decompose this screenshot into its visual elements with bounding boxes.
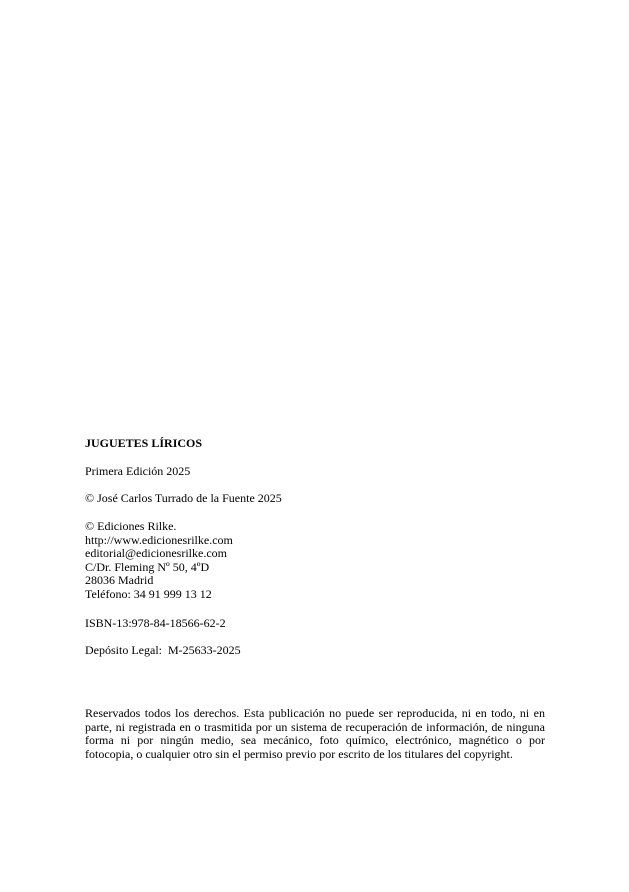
publisher-address: C/Dr. Fleming Nº 50, 4ºD bbox=[85, 559, 210, 574]
isbn-line: ISBN-13:978-84-18566-62-2 bbox=[85, 616, 226, 630]
publisher-website: http://www.edicionesrilke.com bbox=[85, 532, 233, 547]
publisher-email: editorial@edicionesrilke.com bbox=[85, 546, 228, 561]
book-title: JUGUETES LÍRICOS bbox=[85, 436, 203, 450]
author-copyright: © José Carlos Turrado de la Fuente 2025 bbox=[85, 491, 282, 505]
publisher-city: 28036 Madrid bbox=[85, 573, 154, 588]
publisher-info bbox=[85, 520, 545, 602]
edition-line: Primera Edición 2025 bbox=[85, 464, 191, 478]
publisher-name: © Ediciones Rilke. bbox=[85, 519, 177, 533]
rights-notice: Reservados todos los derechos. Esta publicación no puede ser reproducida, ni en todo, ni en parte, ni registrada en o trasmitida por un sistema de recuperación de información, de ninguna forma ni por ningún medio, sea mecánico, foto químico, electrónico, magnético o por fotocopia, o cualquier otro sin el permiso previo por escrito de los titulares del copyright. bbox=[85, 706, 545, 761]
publisher-phone: Teléfono: 34 91 999 13 12 bbox=[85, 586, 212, 601]
legal-deposit: Depósito Legal: M-25633-2025 bbox=[85, 643, 241, 657]
